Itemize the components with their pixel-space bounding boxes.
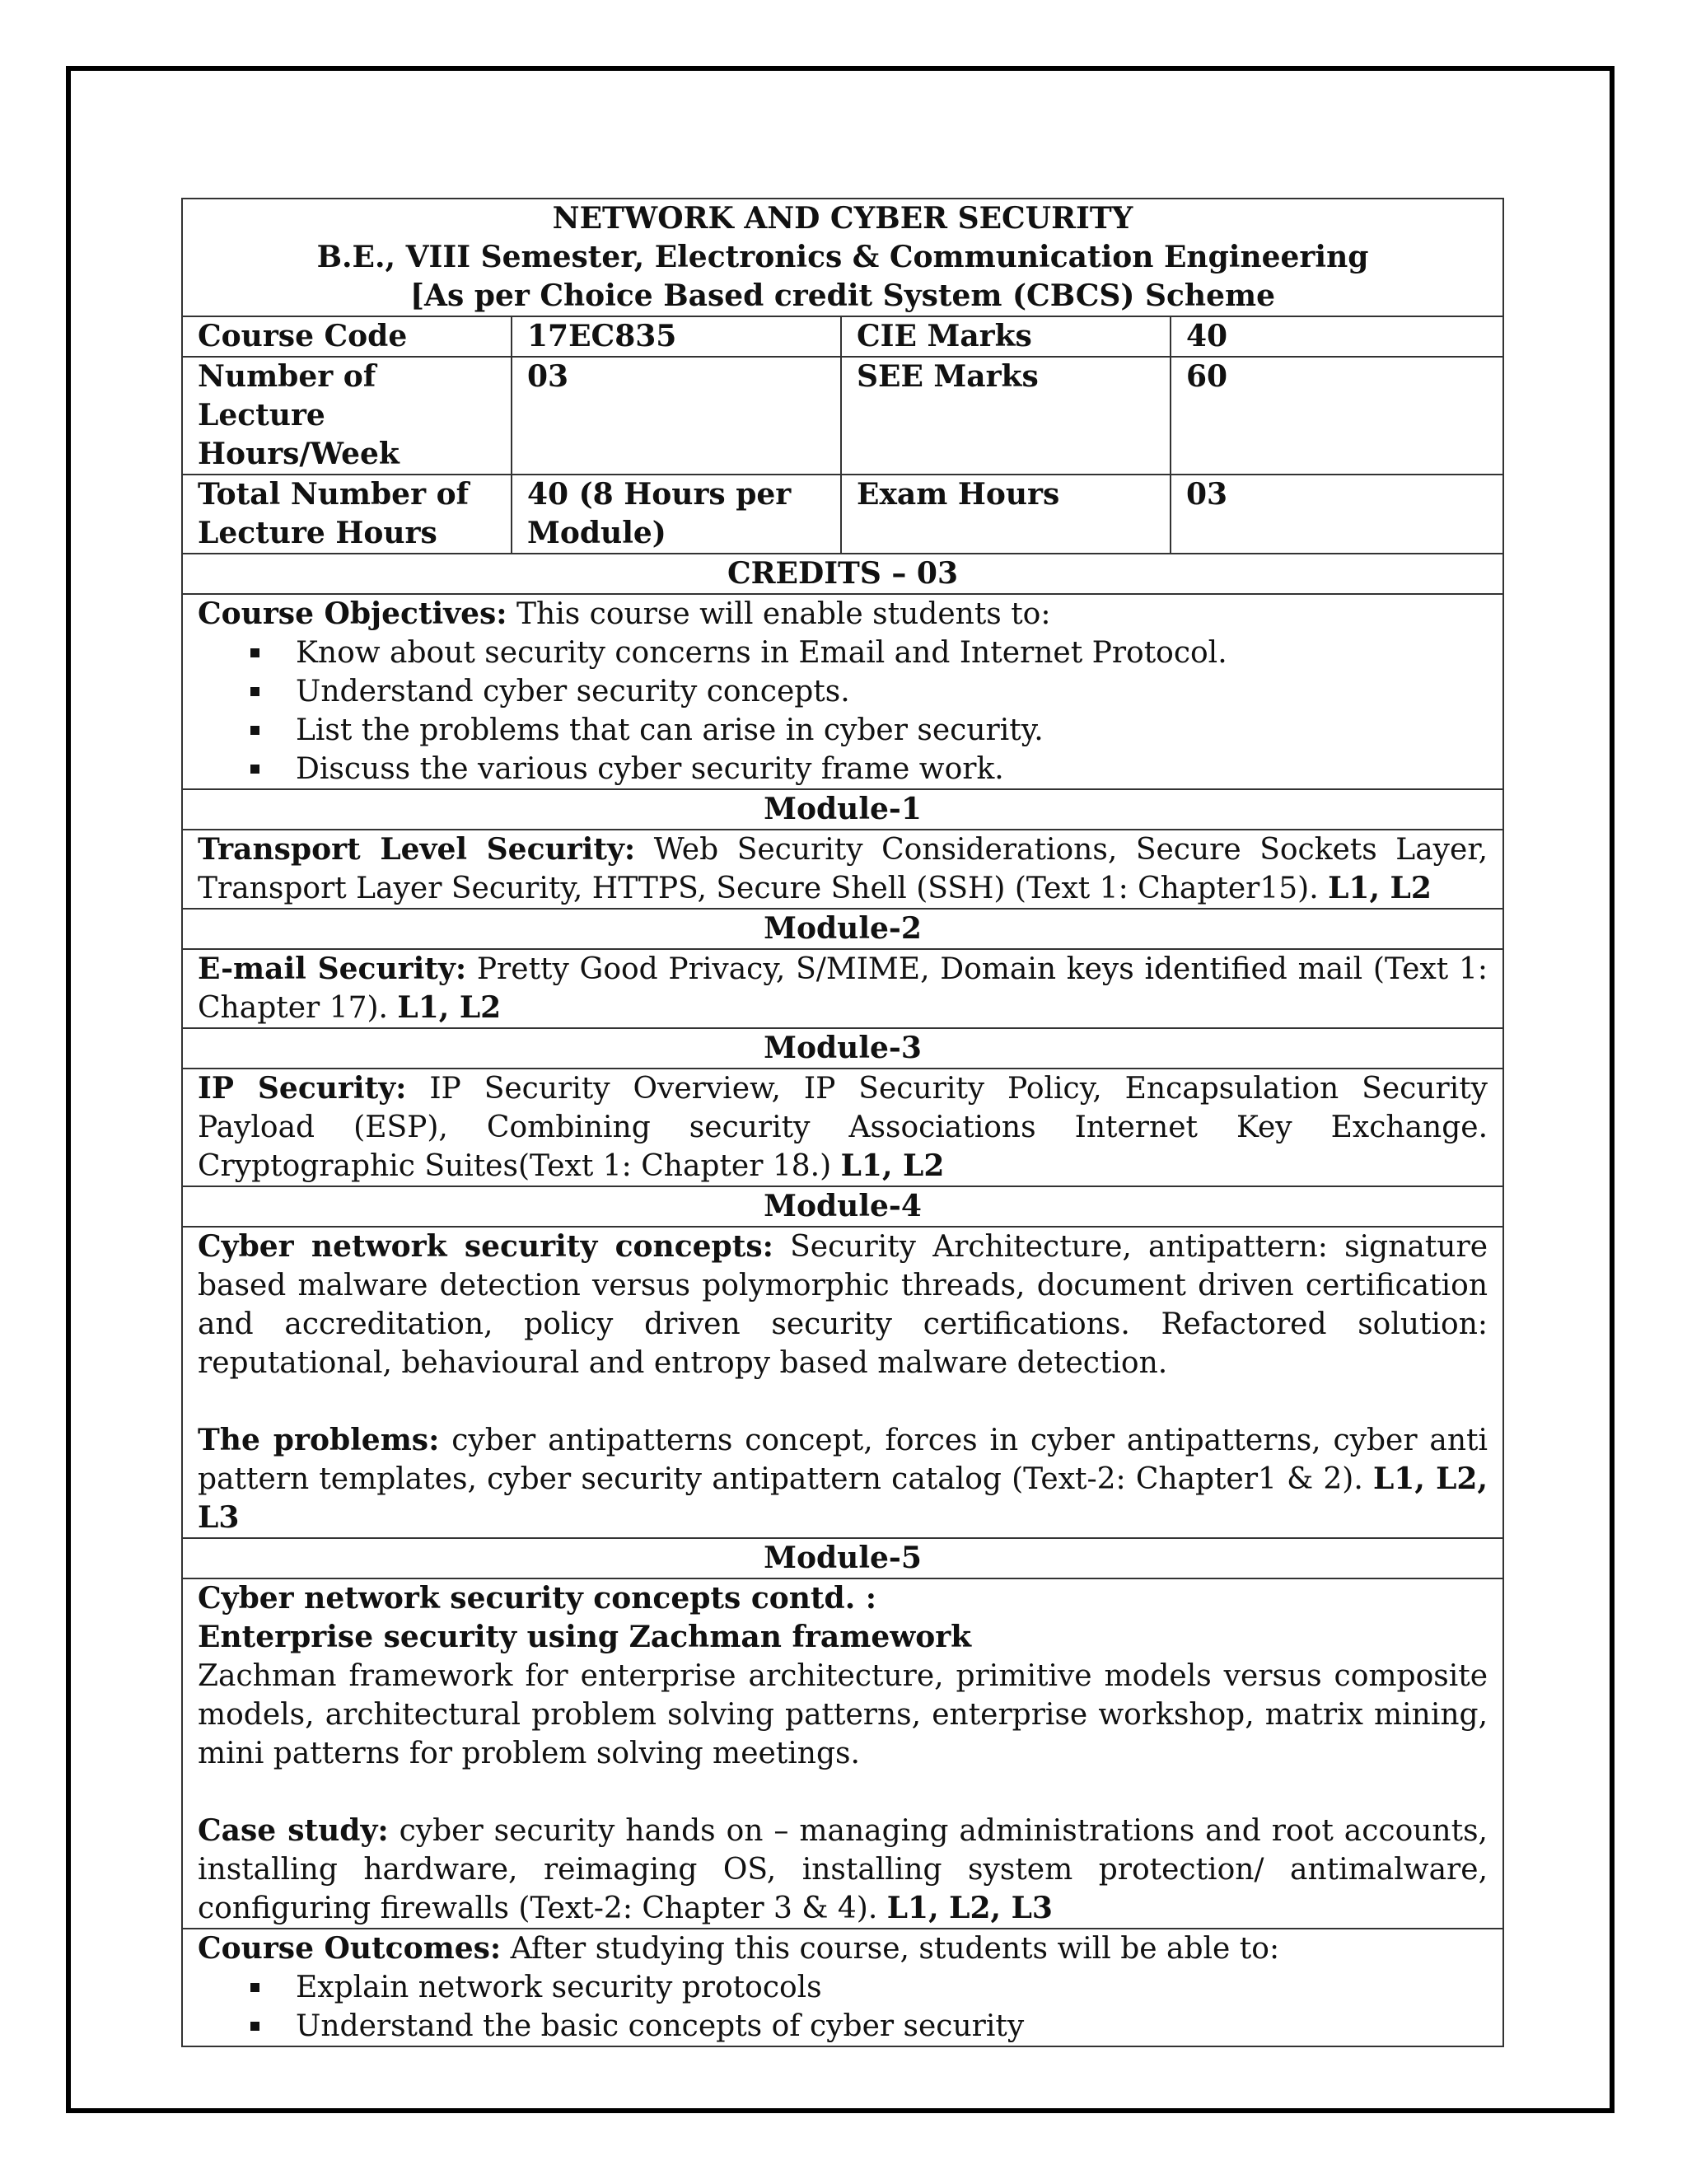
course-code-value: 17EC835 <box>512 316 841 357</box>
course-code-label: Course Code <box>182 316 512 357</box>
module-5-title: Module-5 <box>182 1538 1503 1578</box>
module-4-title: Module-4 <box>182 1186 1503 1227</box>
exam-hours-value: 03 <box>1171 475 1503 554</box>
module-4-text-2: cyber antipatterns concept, forces in cyber antipatterns, cyber anti pattern templates, cyber security antipattern catalog (Text-2: Chapter1 & 2). <box>198 1424 1488 1496</box>
module-4-heading: Cyber network security concepts: <box>198 1229 773 1264</box>
module-5-text-2: cyber security hands on – managing administrations and root accounts, installing hardware, reimaging OS, installing system protection/ antimalware, configuring firewalls (Text-2: Chapter 3 & 4). <box>198 1814 1488 1925</box>
list-item: List the problems that can arise in cyber security. <box>250 711 1488 750</box>
see-marks-value: 60 <box>1171 357 1503 475</box>
module-2-text: Pretty Good Privacy, S/MIME, Domain keys identified mail (Text 1: Chapter 17). <box>198 952 1488 1025</box>
module-4-heading-2: The problems: <box>198 1423 440 1457</box>
module-5-text: Zachman framework for enterprise architecture, primitive models versus composite models, architectural problem solving patterns, enterprise workshop, matrix mining, mini patterns for problem solving meetings. <box>198 1659 1488 1770</box>
objectives-label: Course Objectives: <box>198 596 507 631</box>
module-title-row <box>182 909 1503 949</box>
course-objectives <box>182 594 1503 789</box>
module-1-text: Web Security Considerations, Secure Sockets Layer, Transport Layer Security, HTTPS, Secure Shell (SSH) (Text 1: Chapter15). <box>198 833 1488 905</box>
course-scheme: [As per Choice Based credit System (CBCS) Scheme <box>410 278 1275 313</box>
syllabus-table <box>181 198 1504 2047</box>
exam-hours-label: Exam Hours <box>841 475 1171 554</box>
list-item: Know about security concerns in Email and Internet Protocol. <box>250 634 1488 672</box>
list-item: Understand cyber security concepts. <box>250 672 1488 711</box>
module-3-heading: IP Security: <box>198 1071 407 1106</box>
module-title-row <box>182 1028 1503 1069</box>
module-3-title: Module-3 <box>182 1028 1503 1069</box>
info-row <box>182 475 1503 554</box>
module-content-row <box>182 1578 1503 1929</box>
outcomes-label: Course Outcomes: <box>198 1931 502 1966</box>
module-content-row <box>182 1069 1503 1186</box>
module-5-levels: L1, L2, L3 <box>886 1891 1053 1925</box>
module-4-text: Security Architecture, antipattern: signature based malware detection versus polymorphic threads, document driven certification and accreditation, policy driven security certifications. Refactored solution: reputational, behavioural and entropy based malware detection. <box>198 1230 1488 1380</box>
module-5-heading-2: Case study: <box>198 1813 389 1848</box>
module-title-row <box>182 1538 1503 1578</box>
module-content-row <box>182 830 1503 909</box>
info-row <box>182 357 1503 475</box>
module-title-row <box>182 1186 1503 1227</box>
module-5-content <box>182 1578 1503 1929</box>
module-2-title: Module-2 <box>182 909 1503 949</box>
module-3-text: IP Security Overview, IP Security Policy, Encapsulation Security Payload (ESP), Combining security Associations Internet Key Exchange. Cryptographic Suites(Text 1: Chapter 18.) <box>198 1072 1488 1183</box>
outcomes-row <box>182 1929 1503 2046</box>
list-item: Explain network security protocols <box>250 1968 1488 2007</box>
see-marks-label: SEE Marks <box>841 357 1171 475</box>
module-5-heading: Cyber network security concepts contd. : <box>198 1581 877 1616</box>
module-1-levels: L1, L2 <box>1328 871 1432 905</box>
lecture-hours-label: Number of Lecture Hours/Week <box>182 357 512 475</box>
module-4-content <box>182 1227 1503 1538</box>
lecture-hours-value: 03 <box>512 357 841 475</box>
module-1-heading: Transport Level Security: <box>198 832 636 867</box>
course-header <box>182 199 1503 316</box>
total-hours-value: 40 (8 Hours per Module) <box>512 475 841 554</box>
module-2-heading: E-mail Security: <box>198 952 467 986</box>
module-content-row <box>182 949 1503 1028</box>
cie-marks-label: CIE Marks <box>841 316 1171 357</box>
credits-row <box>182 554 1503 594</box>
module-1-title: Module-1 <box>182 789 1503 830</box>
course-title: NETWORK AND CYBER SECURITY <box>552 201 1133 236</box>
module-title-row <box>182 789 1503 830</box>
info-row <box>182 316 1503 357</box>
module-3-levels: L1, L2 <box>840 1148 945 1183</box>
module-content-row <box>182 1227 1503 1538</box>
course-outcomes <box>182 1929 1503 2046</box>
module-4-levels: L1, L2, L3 <box>198 1461 1488 1535</box>
course-subtitle: B.E., VIII Semester, Electronics & Communication Engineering <box>316 240 1369 274</box>
list-item: Discuss the various cyber security frame work. <box>250 750 1488 788</box>
objectives-intro: This course will enable students to: <box>507 597 1051 631</box>
outcomes-list <box>198 1968 1488 2046</box>
total-hours-label: Total Number of Lecture Hours <box>182 475 512 554</box>
module-2-levels: L1, L2 <box>397 990 502 1025</box>
objectives-row <box>182 594 1503 789</box>
header-row <box>182 199 1503 316</box>
module-2-content <box>182 949 1503 1028</box>
cie-marks-value: 40 <box>1171 316 1503 357</box>
credits: CREDITS – 03 <box>182 554 1503 594</box>
module-3-content <box>182 1069 1503 1186</box>
objectives-list <box>198 634 1488 788</box>
module-5-subheading: Enterprise security using Zachman framework <box>198 1620 972 1654</box>
outcomes-intro: After studying this course, students will be able to: <box>501 1932 1280 1966</box>
module-1-content <box>182 830 1503 909</box>
list-item: Understand the basic concepts of cyber security <box>250 2007 1488 2046</box>
